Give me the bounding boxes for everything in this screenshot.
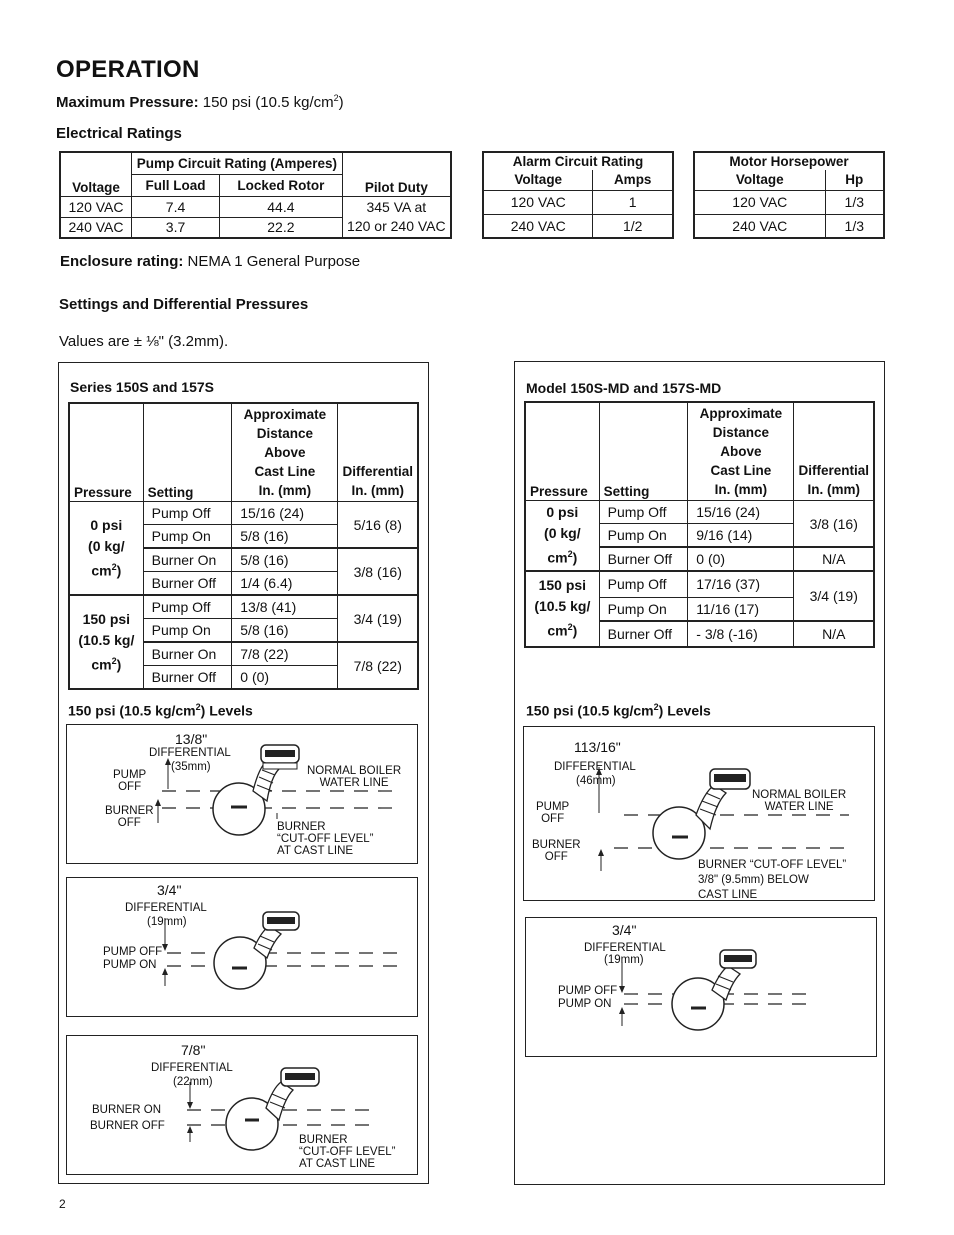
pump-off-label: PUMP OFF <box>558 985 618 997</box>
left-diagram-pump-burner <box>66 724 418 864</box>
differential-label: DIFFERENTIAL <box>149 747 231 759</box>
left-settings-table: Pressure Setting Approximate Distance Above Cast Line In. (mm) Differential In. (mm) 0 psi (0 kg/ $cm^2$) Pump Off 15/16 (24) 5/16 (8) Pump On 5/8 (16) Burner On 5/8 (16) 3/8 (16) Burner Off 1/4 (6.4) 150 psi (10.5 kg/ $cm^2$) Pump Off 13/8 (41) 3/4 (19) Pump On 5/8 (16) Burner On 7/8 (22) 7/8 (22) Burner Off 0 (0) <box>68 402 419 690</box>
alarm-circuit-table: Alarm Circuit Rating Voltage Amps 120 VAC 1 240 VAC 1/2 <box>482 151 674 239</box>
pump-off-label: PUMP OFF <box>536 801 570 825</box>
measure-label: 7/8" <box>181 1042 206 1058</box>
left-diagram-burner <box>66 1035 418 1175</box>
cast-line-label: CAST LINE <box>698 889 758 901</box>
page-title: OPERATION <box>56 56 200 83</box>
mm-label: (19mm) <box>604 954 644 966</box>
burner-off-label: BURNER OFF <box>532 839 581 863</box>
pump-on-label: PUMP ON <box>103 959 157 971</box>
left-diagram-pump <box>66 877 418 1017</box>
pump-off-label: PUMP OFF <box>103 946 163 958</box>
values-note: Values are ± ⅛" (3.2mm). <box>59 333 229 350</box>
right-diagram-pump <box>525 917 877 1057</box>
mm-label: (46mm) <box>576 775 616 787</box>
water-line-label: NORMAL BOILER WATER LINE <box>752 789 847 813</box>
cutoff-label: BURNER “CUT-OFF LEVEL” AT CAST LINE <box>277 821 374 857</box>
differential-label: DIFFERENTIAL <box>125 902 207 914</box>
mm-label: (22mm) <box>173 1076 213 1088</box>
measure-label: 3/4" <box>157 882 182 898</box>
water-line-label: NORMAL BOILER WATER LINE <box>307 765 402 789</box>
left-panel-title: Series 150S and 157S <box>70 379 214 395</box>
right-diagram-pump-burner <box>523 726 875 901</box>
measure-label: 113/16" <box>574 739 621 755</box>
pump-off-label: PUMP OFF <box>113 769 147 793</box>
cutoff-below-label: 3/8" (9.5mm) BELOW <box>698 874 809 886</box>
cutoff-label: BURNER “CUT-OFF LEVEL” AT CAST LINE <box>299 1134 396 1170</box>
max-pressure: Maximum Pressure: 150 psi (10.5 $kg/cm^2$) <box>56 93 344 111</box>
pump-on-label: PUMP ON <box>558 998 612 1010</box>
cutoff-label: BURNER “CUT-OFF LEVEL” <box>698 859 847 871</box>
mm-label: (35mm) <box>171 761 211 773</box>
page-number: 2 <box>59 1197 66 1211</box>
measure-label: 13/8" <box>175 731 208 747</box>
left-levels-title: 150 psi (10.5 $kg/cm^2$) Levels <box>68 702 253 719</box>
burner-off-label: BURNER OFF <box>90 1120 165 1132</box>
settings-heading: Settings and Differential Pressures <box>59 296 309 313</box>
right-levels-title: 150 psi (10.5 $kg/cm^2$) Levels <box>526 702 711 719</box>
right-panel-title: Model 150S-MD and 157S-MD <box>526 380 722 396</box>
electrical-ratings-heading: Electrical Ratings <box>56 125 182 142</box>
differential-label: DIFFERENTIAL <box>554 761 636 773</box>
burner-off-label: BURNER OFF <box>105 805 154 829</box>
differential-label: DIFFERENTIAL <box>151 1062 233 1074</box>
enclosure-rating: Enclosure rating: NEMA 1 General Purpose <box>60 253 361 270</box>
differential-label: DIFFERENTIAL <box>584 942 666 954</box>
burner-on-label: BURNER ON <box>92 1104 162 1116</box>
right-settings-table: Pressure Setting Approximate Distance Above Cast Line In. (mm) Differential In. (mm) 0 psi (0 kg/ $cm^2$) Pump Off 15/16 (24) 3/8 (16) Pump On 9/16 (14) Burner Off 0 (0) N/A 150 psi (10.5 kg/ $cm^2$) Pump Off 17/16 (37) 3/4 (19) Pump On 11/16 (17) Burner Off - 3/8 (-16) N/A <box>524 401 875 648</box>
mm-label: (19mm) <box>147 916 187 928</box>
measure-label: 3/4" <box>612 922 637 938</box>
pump-circuit-table: Voltage Pump Circuit Rating (Amperes) Pilot Duty Full Load Locked Rotor 120 VAC 7.4 44.4 345 VA at 120 or 240 VAC 240 VAC 3.7 22.2 <box>59 151 452 239</box>
motor-horsepower-table: Motor Horsepower Voltage Hp 120 VAC 1/3 240 VAC 1/3 <box>693 151 885 239</box>
